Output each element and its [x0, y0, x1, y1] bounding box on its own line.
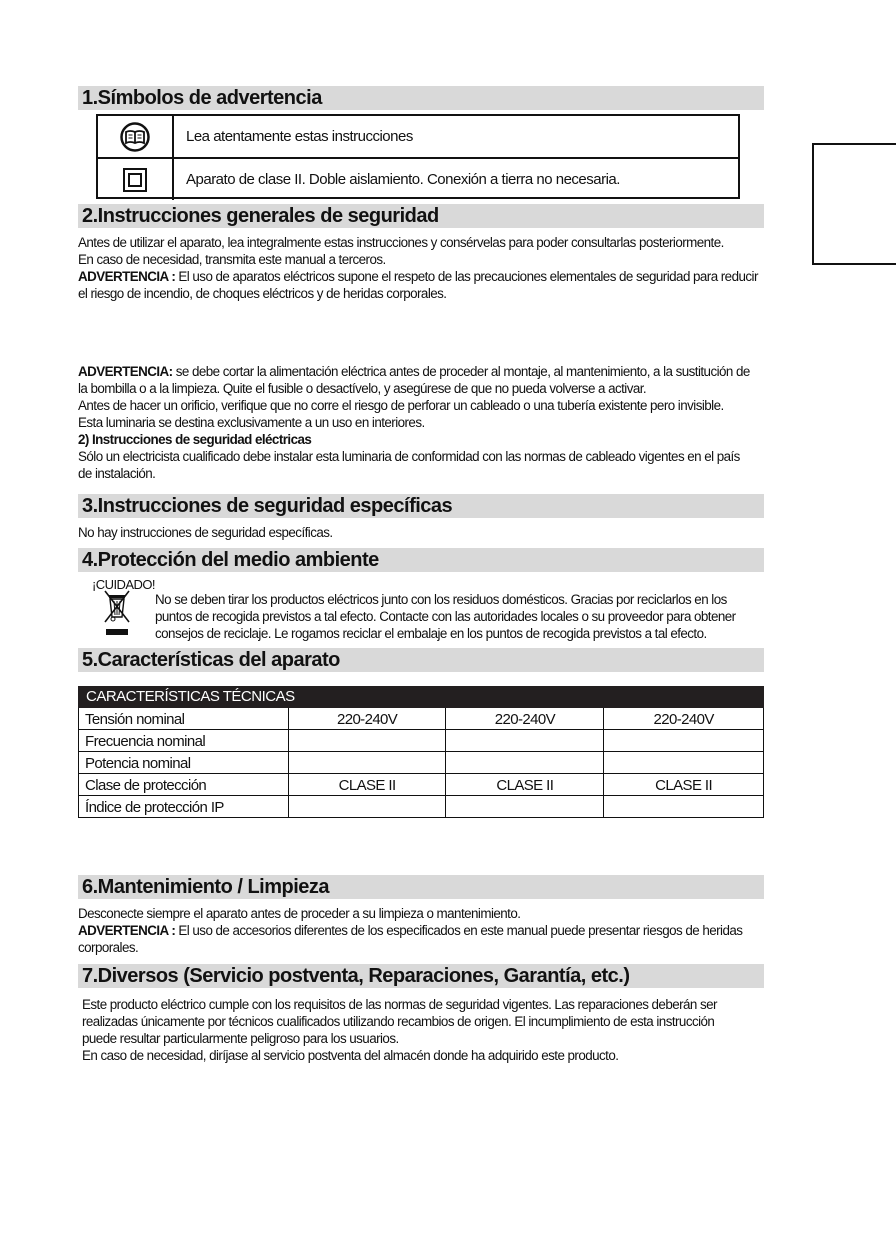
- table-cell: [604, 796, 764, 818]
- table-row: [78, 796, 764, 818]
- paragraph: En caso de necesidad, diríjase al servicio postventa del almacén donde ha adquirido este producto.: [82, 1048, 619, 1063]
- paragraph: Este producto eléctrico cumple con los requisitos de las normas de seguridad vigentes. Las reparaciones deberán ser: [82, 997, 717, 1012]
- table-cell-label: Clase de protección: [79, 774, 289, 796]
- crossed-bin-weee-icon: [92, 567, 152, 643]
- table-cell: [446, 752, 604, 774]
- symbol-row: [98, 116, 738, 157]
- table-row: [78, 774, 764, 796]
- caution-label: ¡CUIDADO!: [92, 577, 155, 592]
- book-manual-icon: [119, 122, 151, 152]
- table-cell: CLASE II: [604, 774, 764, 796]
- paragraph: consejos de reciclaje. Le rogamos reciclar el embalaje en los puntos de recogida previstos a tal efecto.: [155, 626, 707, 641]
- paragraph: No hay instrucciones de seguridad específicas.: [78, 525, 333, 540]
- symbol-row: [98, 157, 738, 200]
- table-row: [78, 752, 764, 774]
- paragraph: Antes de utilizar el aparato, lea integralmente estas instrucciones y consérvelas para poder consultarlas posteriormente.: [78, 235, 724, 250]
- symbol-text: Lea atentamente estas instrucciones: [186, 128, 413, 145]
- table-row: [78, 708, 764, 730]
- paragraph: Desconecte siempre el aparato antes de proceder a su limpieza o mantenimiento.: [78, 906, 521, 921]
- table-cell: [446, 796, 604, 818]
- warning-paragraph: ADVERTENCIA : El uso de accesorios diferentes de los especificados en este manual puede presentar riesgos de heridas: [78, 923, 743, 938]
- misc-block: [82, 996, 772, 1064]
- section-title-misc: 7.Diversos (Servicio postventa, Reparaciones, Garantía, etc.): [78, 964, 764, 988]
- paragraph: En caso de necesidad, transmita este manual a terceros.: [78, 252, 386, 267]
- subheading: 2) Instrucciones de seguridad eléctricas: [78, 432, 312, 447]
- table-cell-label: Frecuencia nominal: [79, 730, 289, 752]
- section-title-specific-safety: 3.Instrucciones de seguridad específicas: [78, 494, 764, 518]
- symbols-table: [96, 114, 740, 199]
- paragraph: Sólo un electricista cualificado debe instalar esta luminaria de conformidad con las normas de cableado vigentes en el país: [78, 449, 740, 464]
- table-cell: 220-240V: [604, 708, 764, 730]
- paragraph: corporales.: [78, 940, 139, 955]
- warning-paragraph: ADVERTENCIA: se debe cortar la alimentación eléctrica antes de proceder al montaje, al mantenimiento, a la sustitución de: [78, 364, 750, 379]
- table-cell: 220-240V: [446, 708, 604, 730]
- environment-text: [155, 591, 765, 642]
- section-title-general-safety: 2.Instrucciones generales de seguridad: [78, 204, 764, 228]
- table-cell: CLASE II: [446, 774, 604, 796]
- section-title-environment: 4.Protección del medio ambiente: [78, 548, 764, 572]
- technical-characteristics-table: [78, 686, 764, 818]
- table-cell: [604, 752, 764, 774]
- paragraph: Antes de hacer un orificio, verifique que no corre el riesgo de perforar un cableado o una tubería existente pero invisible.: [78, 398, 724, 413]
- warning-paragraph: ADVERTENCIA : El uso de aparatos eléctricos supone el respeto de las precauciones elementales de seguridad para reducir: [78, 269, 758, 284]
- paragraph: la bombilla o a la limpieza. Quite el fusible o desactívelo, y asegúrese de que no pueda volverse a activar.: [78, 381, 647, 396]
- table-cell-label: Tensión nominal: [79, 708, 289, 730]
- table-row: [78, 730, 764, 752]
- table-cell-label: Índice de protección IP: [79, 796, 289, 818]
- table-cell: 220-240V: [289, 708, 447, 730]
- maintenance-block: [78, 905, 768, 956]
- paragraph: Esta luminaria se destina exclusivamente a un uso en interiores.: [78, 415, 425, 430]
- paragraph: puede resultar particularmente peligroso para los usuarios.: [82, 1031, 399, 1046]
- table-cell: CLASE II: [289, 774, 447, 796]
- paragraph: el riesgo de incendio, de choques eléctricos y de heridas corporales.: [78, 286, 447, 301]
- paragraph: de instalación.: [78, 466, 156, 481]
- double-square-class2-icon: [122, 167, 148, 193]
- general-safety-block: [78, 234, 768, 302]
- warning-label: ADVERTENCIA :: [78, 269, 176, 284]
- table-cell: [289, 730, 447, 752]
- section-title-characteristics: 5.Características del aparato: [78, 648, 764, 672]
- table-cell: [446, 730, 604, 752]
- language-tab-marker: [812, 143, 896, 265]
- table-cell: [289, 796, 447, 818]
- paragraph: No se deben tirar los productos eléctricos junto con los residuos domésticos. Gracias por reciclarlos en los: [155, 592, 727, 607]
- section-title-symbols: 1.Símbolos de advertencia: [78, 86, 764, 110]
- section-title-maintenance: 6.Mantenimiento / Limpieza: [78, 875, 764, 899]
- warning-label: ADVERTENCIA:: [78, 364, 173, 379]
- paragraph: puntos de recogida previstos a tal efecto. Contacte con las autoridades locales o su proveedor para obtener: [155, 609, 736, 624]
- symbol-icon-cell: [98, 116, 174, 157]
- electrical-warning-block: [78, 363, 768, 482]
- table-cell-label: Potencia nominal: [79, 752, 289, 774]
- symbol-icon-cell: [98, 159, 174, 200]
- table-cell: [604, 730, 764, 752]
- table-header: CARACTERÍSTICAS TÉCNICAS: [78, 686, 764, 708]
- symbol-text: Aparato de clase II. Doble aislamiento. Conexión a tierra no necesaria.: [186, 171, 620, 188]
- warning-label: ADVERTENCIA :: [78, 923, 176, 938]
- paragraph: realizadas únicamente por técnicos cualificados utilizando recambios de origen. El incumplimiento de esta instrucción: [82, 1014, 715, 1029]
- table-cell: [289, 752, 447, 774]
